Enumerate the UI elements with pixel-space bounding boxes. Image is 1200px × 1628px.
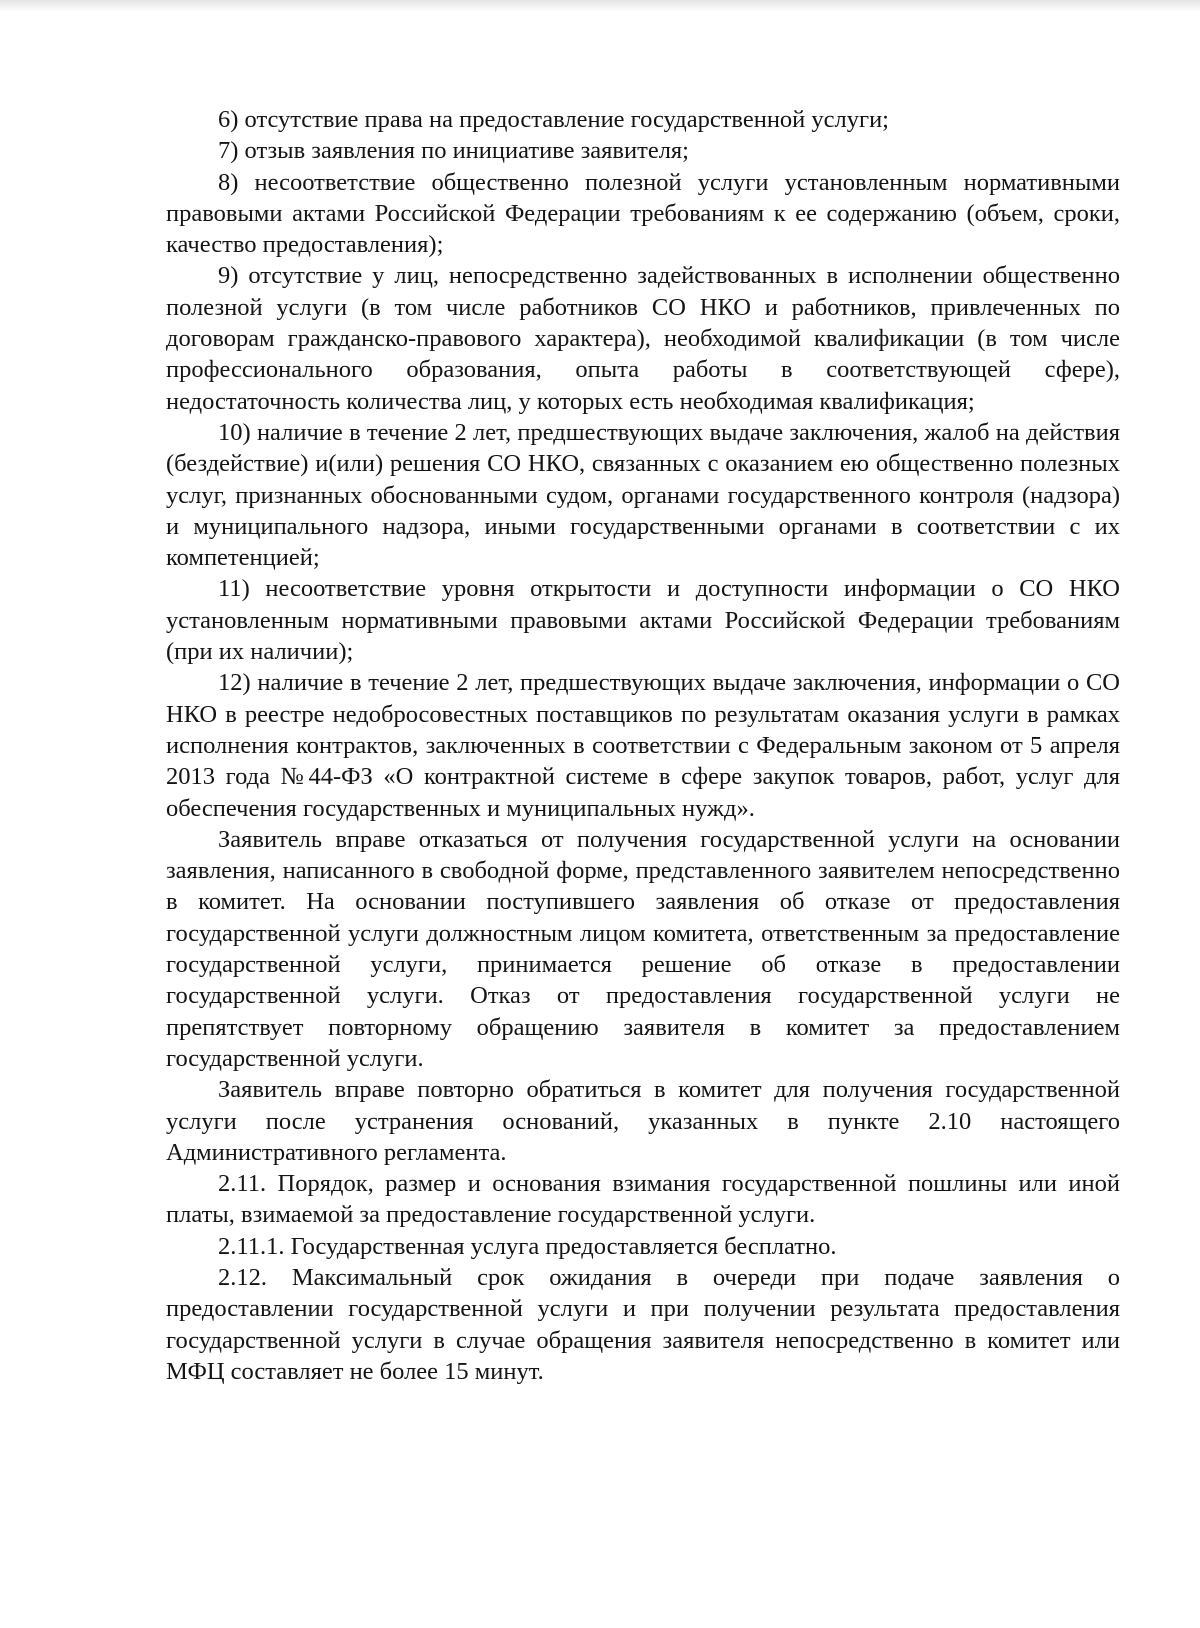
paragraph-item-9: 9) отсутствие у лиц, непосредственно задействованных в исполнении общественно полезной услуги (в том числе работников СО НКО и работников, привлеченных по договорам гражданско-правового характера), необходимой квалификации (в том числе профессионального образования, опыта работы в соответствующей сфере), недостаточность количества лиц, у которых есть необходимая квалификация;: [166, 262, 1120, 415]
document-page: [166, 104, 1120, 1387]
scan-top-edge: [0, 0, 1200, 12]
paragraph-item-7: 7) отзыв заявления по инициативе заявителя;: [218, 137, 689, 165]
paragraph-section-2-11-1: 2.11.1. Государственная услуга предоставляется бесплатно.: [218, 1232, 837, 1260]
paragraph-repeat-request: Заявитель вправе повторно обратиться в комитет для получения государственной услуги после устранения оснований, указанных в пункте 2.10 настоящего Административного регламента.: [166, 1076, 1120, 1166]
paragraph-item-12: 12) наличие в течение 2 лет, предшествующих выдаче заключения, информации о СО НКО в реестре недобросовестных поставщиков по результатам оказания услуги в рамках исполнения контрактов, заключенных в соответствии с Федеральным законом от 5 апреля 2013 года №44-ФЗ «О контрактной системе в сфере закупок товаров, работ, услуг для обеспечения государственных и муниципальных нужд».: [166, 669, 1120, 822]
paragraph-section-2-11: 2.11. Порядок, размер и основания взимания государственной пошлины или иной платы, взимаемой за предоставление государственной услуги.: [166, 1170, 1120, 1229]
paragraph-section-2-12: 2.12. Максимальный срок ожидания в очереди при подаче заявления о предоставлении государственной услуги и при получении результата предоставления государственной услуги в случае обращения заявителя непосредственно в комитет или МФЦ составляет не более 15 минут.: [166, 1263, 1120, 1385]
paragraph-item-10: 10) наличие в течение 2 лет, предшествующих выдаче заключения, жалоб на действия (бездействие) и(или) решения СО НКО, связанных с оказанием ею общественно полезных услуг, признанных обоснованными судом, органами государственного контроля (надзора) и муниципального надзора, иными государственными органами в соответствии с их компетенцией;: [166, 418, 1120, 572]
paragraph-item-8: 8) несоответствие общественно полезной услуги установленным нормативными правовыми актами Российской Федерации требованиям к ее содержанию (объем, сроки, качество предоставления);: [166, 168, 1120, 259]
paragraph-item-6: 6) отсутствие права на предоставление государственной услуги;: [218, 106, 889, 133]
paragraph-item-11: 11) несоответствие уровня открытости и доступности информации о СО НКО установленным нормативными правовыми актами Российской Федерации требованиям (при их наличии);: [166, 575, 1120, 666]
paragraph-refusal-right: Заявитель вправе отказаться от получения государственной услуги на основании заявления, написанного в свободной форме, представленного заявителем непосредственно в комитет. На основании поступившего заявления об отказе от предоставления государственной услуги должностным лицом комитета, ответственным за предоставление государственной услуги, принимается решение об отказе в предоставлении государственной услуги. Отказ от предоставления государственной услуги не препятствует повторному обращению заявителя в комитет за предоставлением государственной услуги.: [166, 825, 1120, 1072]
